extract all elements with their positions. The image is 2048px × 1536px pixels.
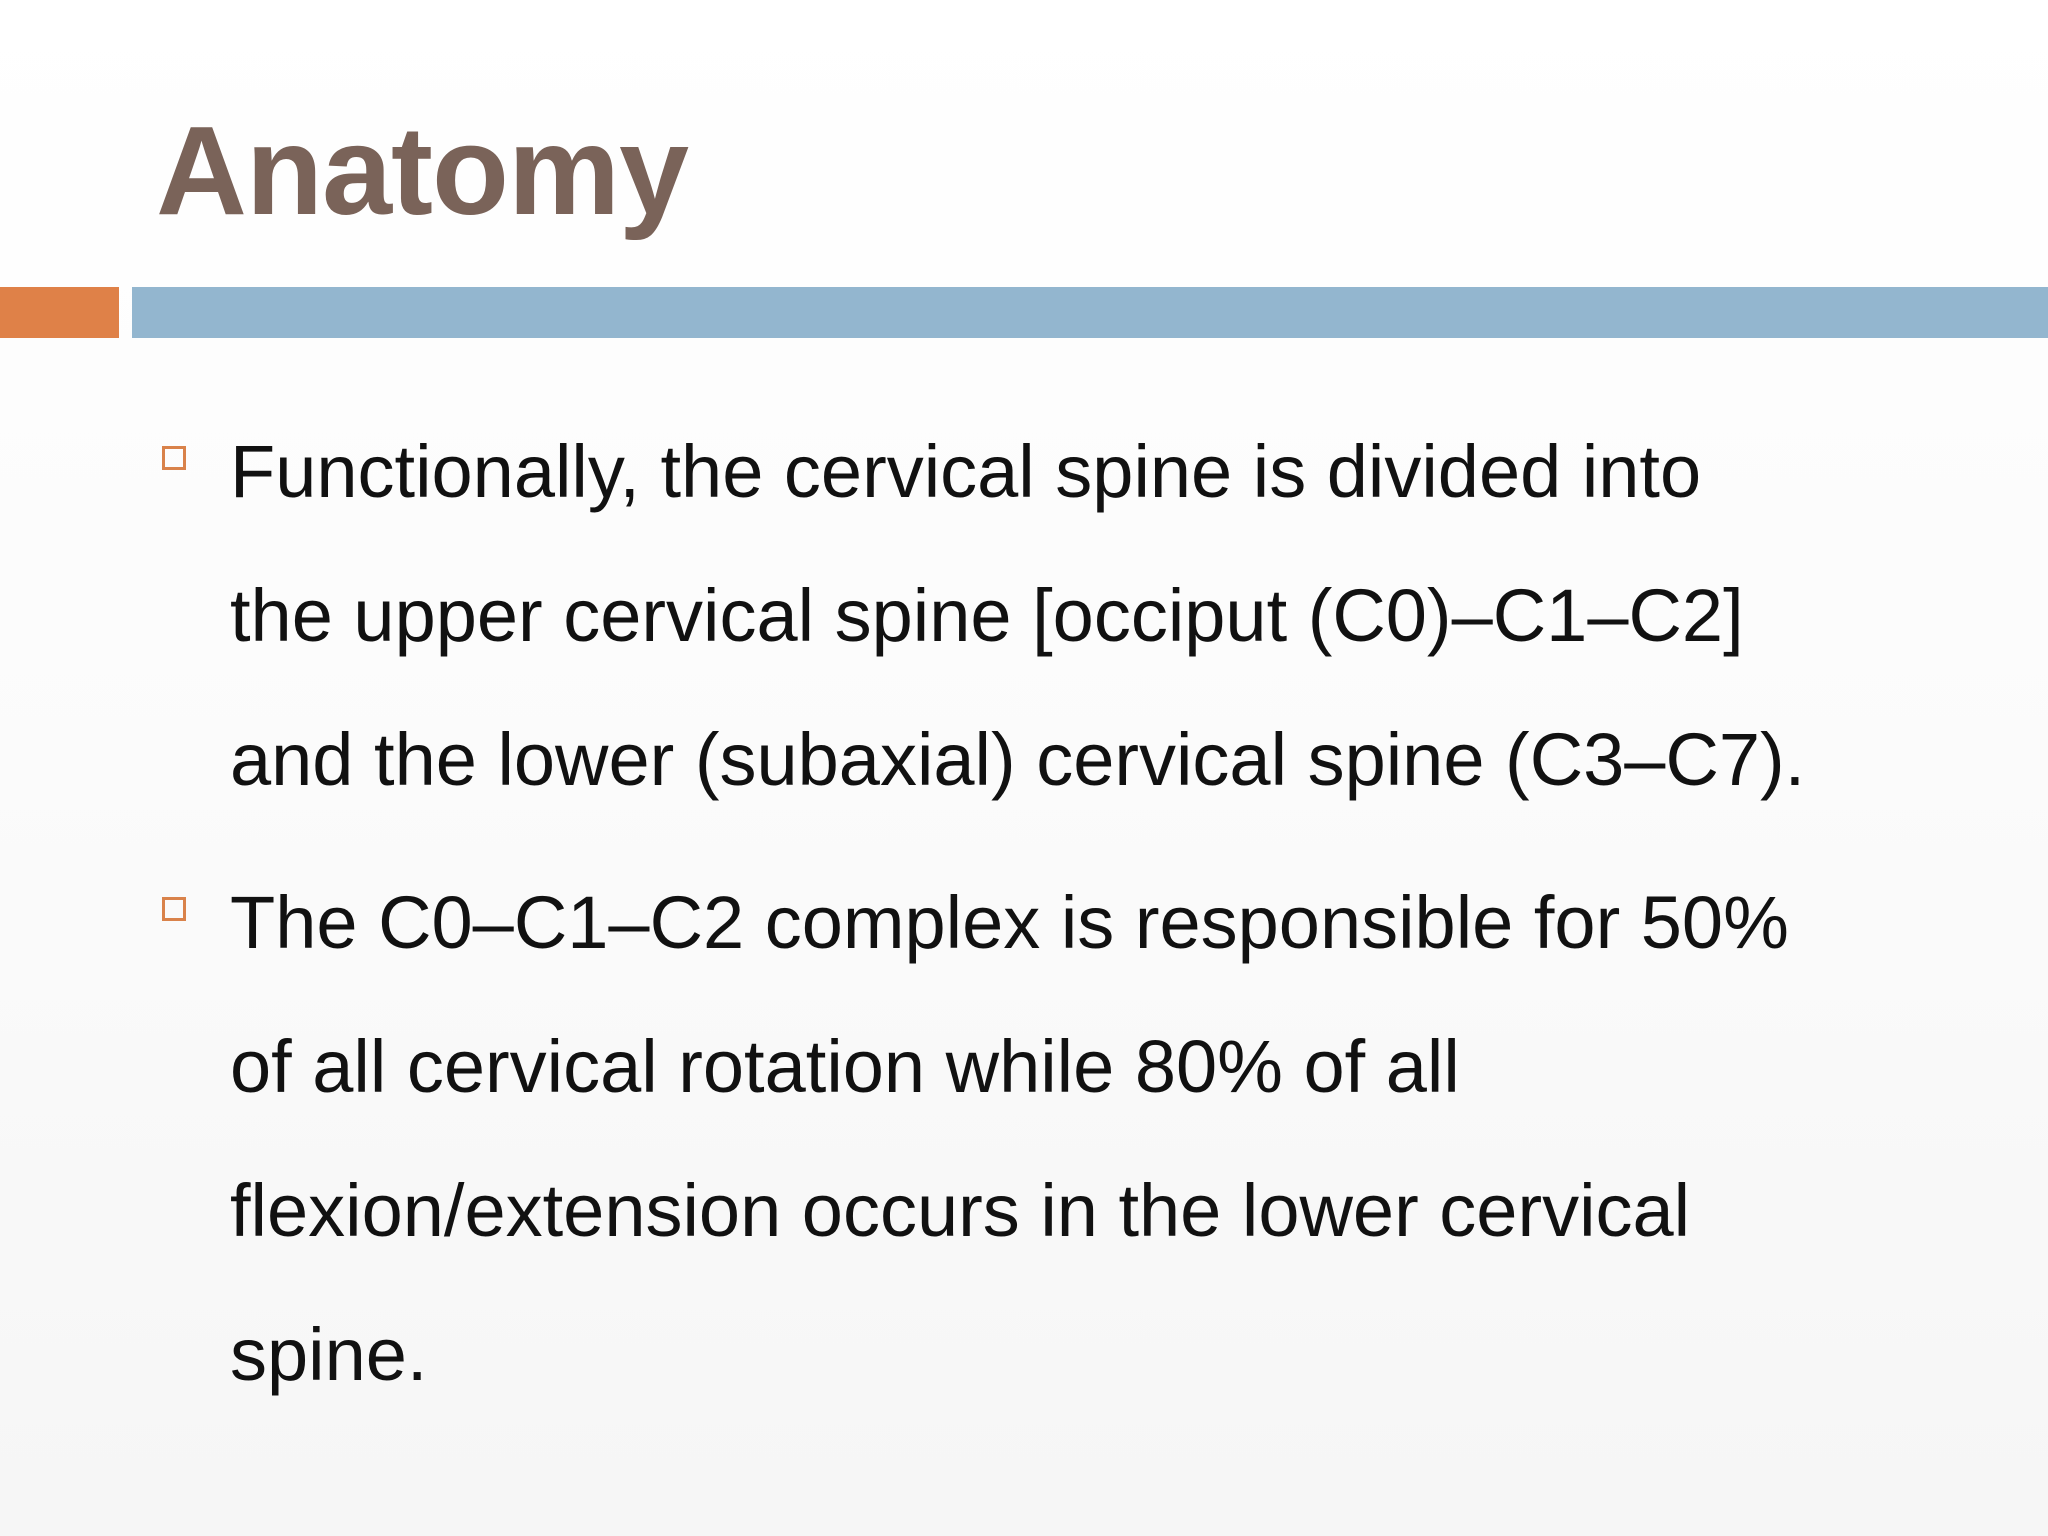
bullet-line: flexion/extension occurs in the lower cervical: [230, 1169, 1691, 1252]
bullet-line: Functionally, the cervical spine is divided into: [230, 430, 1702, 513]
bullet-text: [230, 851, 1960, 1427]
slide-title: Anatomy: [156, 100, 689, 241]
bullet-line: spine.: [230, 1313, 428, 1396]
hollow-square-bullet-icon: [162, 446, 186, 470]
bullet-line: and the lower (subaxial) cervical spine (C3–C7).: [230, 718, 1806, 801]
accent-bar-orange: [0, 287, 119, 338]
accent-bar-blue: [132, 287, 2048, 338]
bullet-text: [230, 400, 1960, 832]
bullet-line: The C0–C1–C2 complex is responsible for 50%: [230, 881, 1789, 964]
hollow-square-bullet-icon: [162, 897, 186, 921]
bullet-line: of all cervical rotation while 80% of all: [230, 1025, 1460, 1108]
bullet-line: the upper cervical spine [occiput (C0)–C1–C2]: [230, 574, 1744, 657]
